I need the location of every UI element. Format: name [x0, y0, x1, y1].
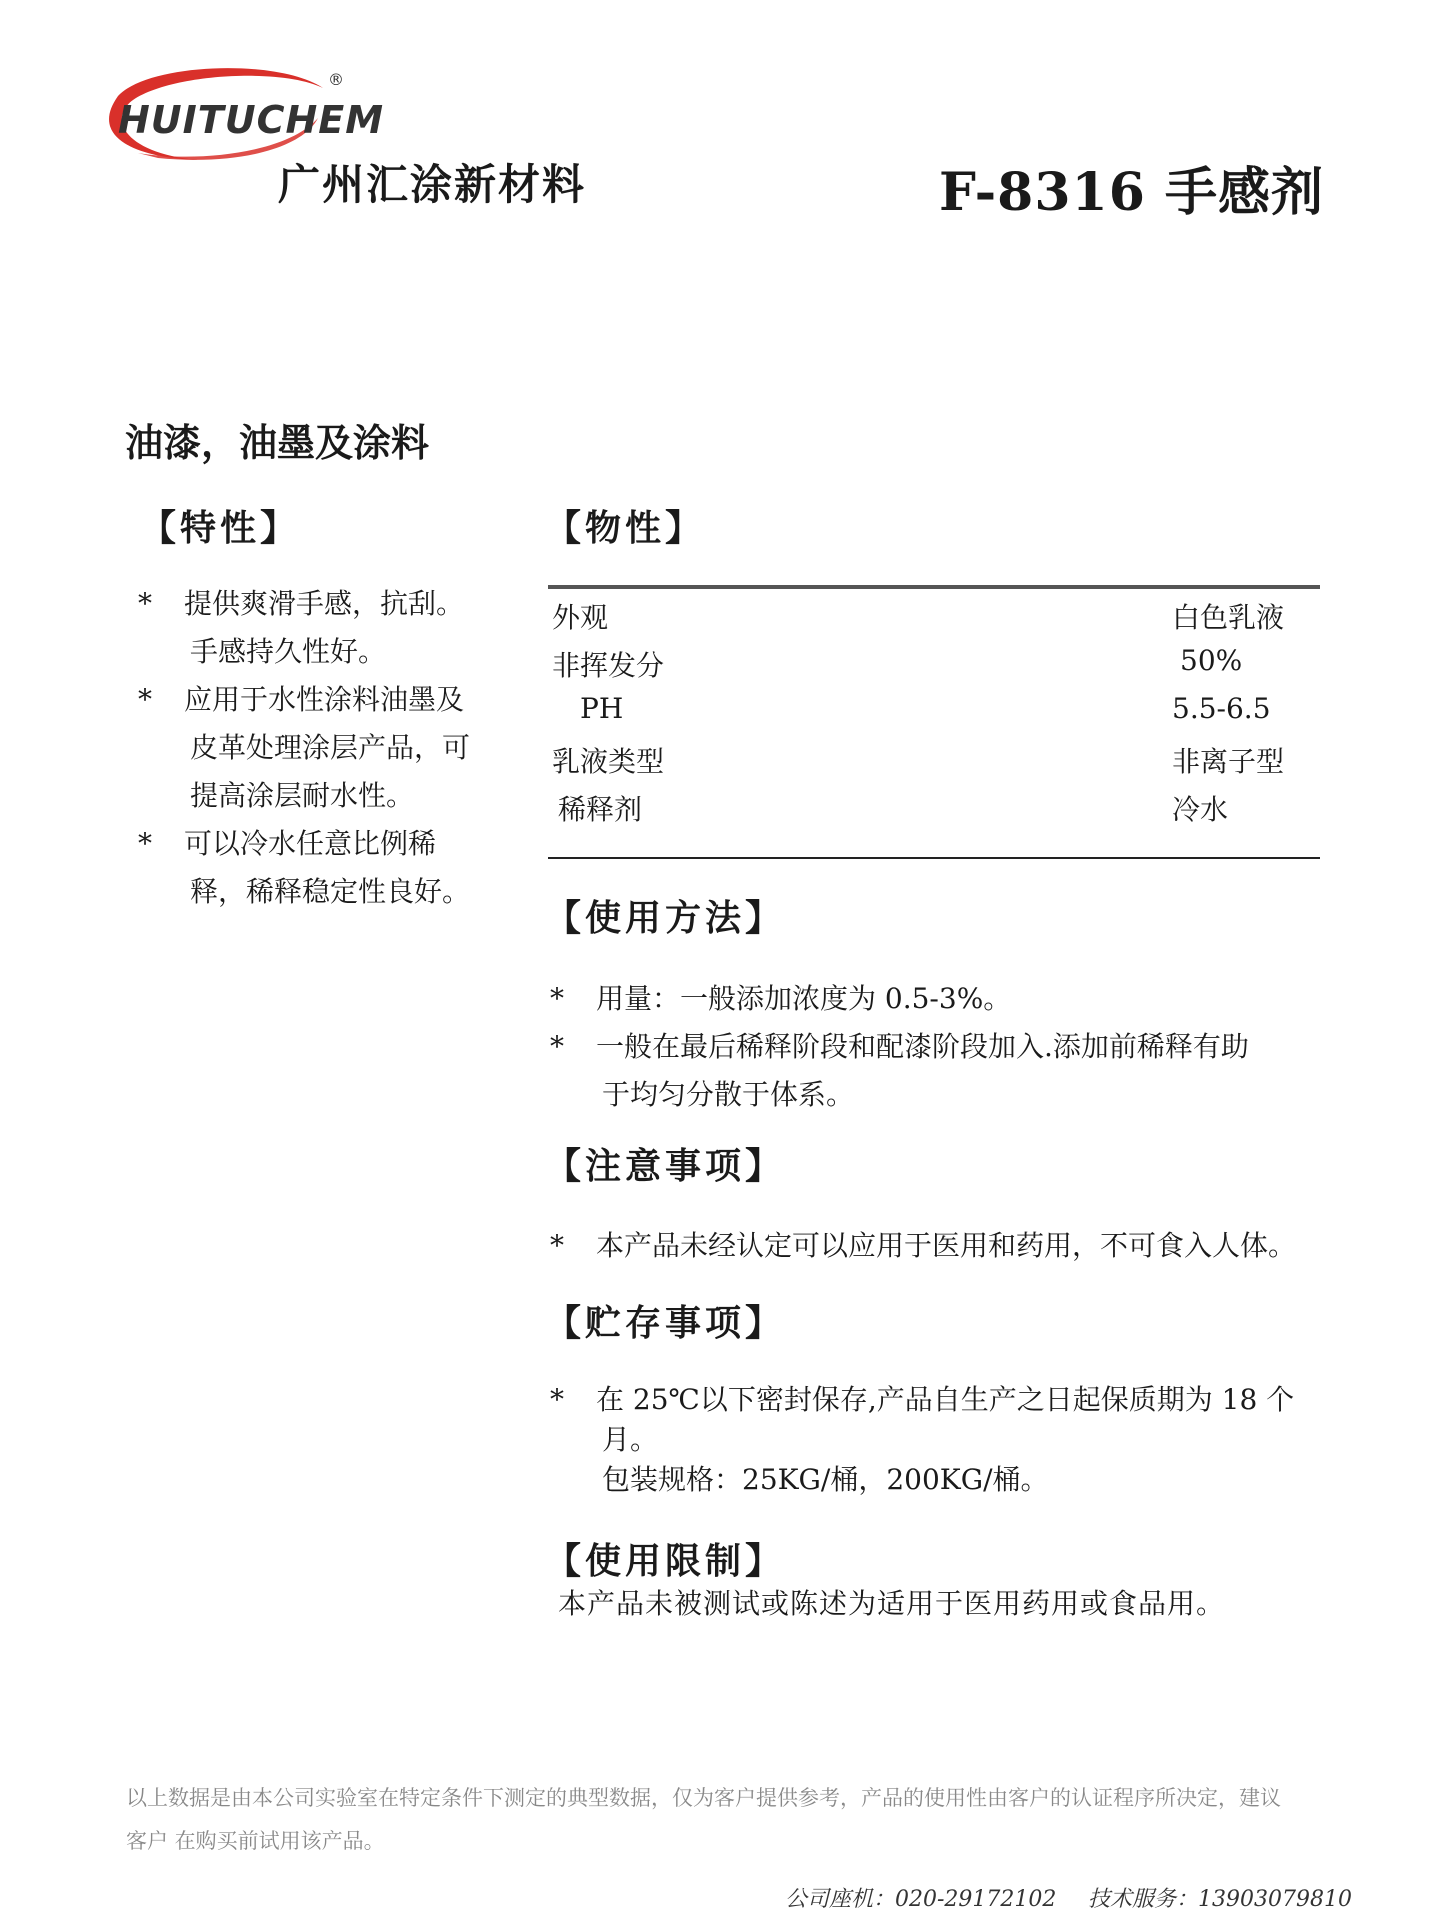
table-row	[552, 596, 1322, 636]
table-row	[552, 692, 1322, 732]
table-row	[552, 788, 1322, 828]
tech-support-phone: 技术服务：13903079810	[1088, 1887, 1352, 1912]
storage-text: 在 25℃以下密封保存,产品自生产之日起保质期为 18 个	[596, 1383, 1295, 1416]
property-value: 5.5-6.5	[1172, 692, 1271, 725]
feature-text: 提高涂层耐水性。	[190, 779, 415, 812]
feature-text: 提供爽滑手感，抗刮。	[184, 587, 465, 620]
logo-wordmark: HUITUCHEM	[118, 98, 385, 142]
property-value: 冷水	[1172, 793, 1229, 826]
property-key: 外观	[552, 601, 609, 634]
usage-list	[550, 975, 1330, 1119]
property-value: 50%	[1180, 644, 1243, 677]
storage-list	[550, 1380, 1340, 1500]
feature-text: 手感持久性好。	[190, 635, 387, 668]
caution-heading: 【注意事项】	[545, 1146, 786, 1187]
company-name: 广州汇涂新材料	[278, 160, 587, 209]
feature-text: 应用于水性涂料油墨及	[184, 683, 465, 716]
product-title: F-8316 手感剂	[939, 162, 1324, 223]
feature-text: 可以冷水任意比例稀	[184, 827, 437, 860]
bullet-icon: *	[550, 1229, 564, 1262]
bullet-icon: *	[550, 1030, 564, 1063]
property-value: 白色乳液	[1172, 601, 1285, 634]
table-row	[552, 740, 1322, 780]
features-list	[138, 580, 518, 916]
limits-heading: 【使用限制】	[545, 1541, 786, 1582]
bullet-icon: *	[138, 587, 152, 620]
registered-mark: ®	[328, 70, 344, 89]
disclaimer-line-1: 以上数据是由本公司实验室在特定条件下测定的典型数据，仅为客户提供参考，产品的使用性由客户的认证程序所决定，建议	[126, 1786, 1281, 1810]
list-item	[138, 820, 518, 916]
properties-heading: 【物性】	[545, 508, 706, 549]
usage-heading: 【使用方法】	[545, 898, 786, 939]
features-heading: 【特性】	[140, 508, 301, 549]
table-row	[552, 644, 1322, 684]
usage-text: 于均匀分散于体系。	[602, 1078, 855, 1111]
feature-text: 释，稀释稳定性良好。	[190, 875, 471, 908]
bullet-icon: *	[550, 982, 564, 1015]
bullet-icon: *	[138, 683, 152, 716]
disclaimer-line-2: 客户 在购买前试用该产品。	[126, 1829, 385, 1853]
property-key: 乳液类型	[552, 745, 665, 778]
usage-text: 用量：一般添加浓度为 0.5-3%。	[596, 982, 1012, 1015]
list-item	[138, 676, 518, 820]
limits-text: 本产品未被测试或陈述为适用于医用药用或食品用。	[558, 1587, 1226, 1620]
table-top-rule	[548, 585, 1320, 589]
property-key: PH	[580, 692, 624, 725]
table-bottom-rule	[548, 857, 1320, 859]
feature-text: 皮革处理涂层产品，可	[190, 731, 471, 764]
storage-heading: 【贮存事项】	[545, 1303, 786, 1344]
property-key: 非挥发分	[552, 649, 665, 682]
caution-list	[550, 1222, 1350, 1270]
storage-text: 月。	[602, 1423, 659, 1456]
application-title: 油漆，油墨及涂料	[125, 421, 430, 465]
storage-text: 包装规格：25KG/桶，200KG/桶。	[602, 1463, 1049, 1496]
caution-text: 本产品未经认定可以应用于医用和药用，不可食入人体。	[596, 1229, 1297, 1262]
usage-text: 一般在最后稀释阶段和配漆阶段加入.添加前稀释有助	[596, 1030, 1249, 1063]
bullet-icon: *	[138, 827, 152, 860]
property-key: 稀释剂	[558, 793, 643, 826]
bullet-icon: *	[550, 1383, 564, 1416]
list-item	[138, 580, 518, 676]
company-phone: 公司座机：020-29172102	[785, 1887, 1057, 1912]
property-value: 非离子型	[1172, 745, 1285, 778]
